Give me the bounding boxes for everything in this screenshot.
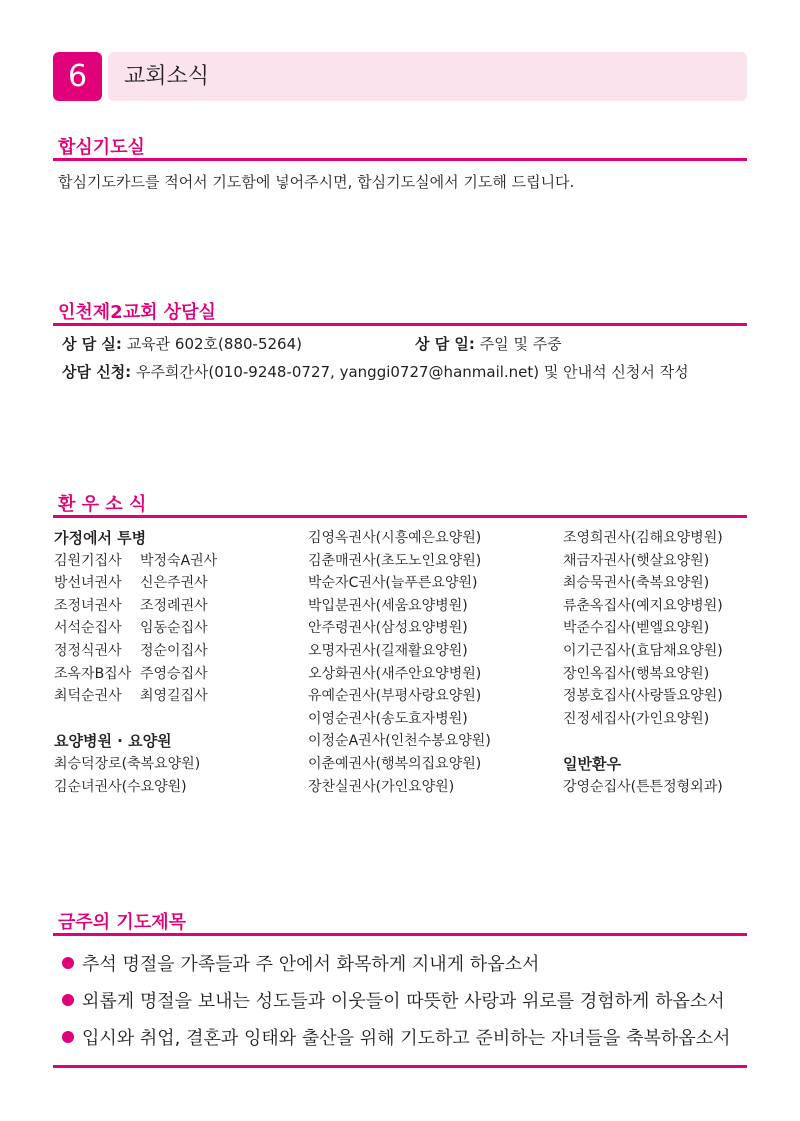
counsel-divider [53,323,747,326]
list-item: 최승덕장로(축복요양원) [54,755,201,772]
bullet-icon [62,994,74,1006]
counsel-apply [62,361,689,382]
patients-divider [53,515,747,518]
patients-title: 환 우 소 식 [58,494,147,515]
counsel-day [415,333,562,354]
section-number: 6 [53,52,102,101]
bullet-icon [62,1031,74,1043]
patients-col-1 [54,527,217,798]
list-item: 안주령권사(삼성요양병원) [308,620,468,637]
prayer-item-text: 외롭게 명절을 보내는 성도들과 이웃들이 따뜻한 사랑과 위로를 경험하게 하옵소서 [82,991,725,1012]
list-item: 채금자권사(햇살요양원) [563,552,710,569]
spacer [563,730,723,753]
patients-col-3 [563,527,723,798]
list-item: 오명자권사(길재활요양원) [308,642,468,659]
page-header [53,52,747,101]
list-item: 김춘매권사(초도노인요양원) [308,552,482,569]
list-item: 정정식권사 정순이집사 [54,642,208,659]
list-item: 이춘예권사(행복의집요양원) [308,755,482,772]
list-item: 김원기집사 박정숙A권사 [54,552,218,569]
prayer-item-text: 입시와 취업, 결혼과 잉태와 출산을 위해 기도하고 준비하는 자녀들을 축복하옵소서 [82,1028,731,1049]
list-item: 최승묵권사(축복요양원) [563,575,710,592]
list-item: 이영순권사(송도효자병원) [308,710,468,727]
counsel-apply-label: 상담 신청: [62,363,132,381]
list-item: 이정순A권사(인천수봉요양원) [308,733,491,750]
list-item: 서석순집사 임동순집사 [54,620,208,637]
list-item: 류춘옥집사(예지요양병원) [563,597,723,614]
list-item: 김영옥권사(시흥예은요양원) [308,530,482,546]
list-item: 장인옥집사(행복요양원) [563,665,710,682]
list-item: 유예순권사(부평사랑요양원) [308,688,482,705]
header-title-bar [108,52,747,101]
hapsim-body: 합심기도카드를 적어서 기도함에 넣어주시면, 합심기도실에서 기도해 드립니다. [58,173,575,191]
counsel-day-value: 주일 및 주중 [474,335,562,353]
counsel-room [62,333,302,354]
list-item: 박입분권사(세움요양병원) [308,597,468,614]
list-item: 최덕순권사 최영길집사 [54,688,208,705]
list-item: 강영순집사(튼튼정형외과) [563,778,723,795]
prayer-item [62,987,725,1013]
list-item: 박준수집사(벧엘요양원) [563,620,710,637]
prayer-divider [53,933,747,936]
bullet-icon [62,957,74,969]
general-heading: 일반환우 [563,754,621,773]
list-item: 조정녀권사 조정례권사 [54,597,208,614]
list-item: 김순녀권사(수요양원) [54,778,187,795]
home-heading: 가정에서 투병 [54,529,147,547]
prayer-title: 금주의 기도제목 [58,912,186,933]
list-item: 장찬실권사(가인요양원) [308,778,455,795]
page-title: 교회소식 [124,64,210,89]
list-item: 방선녀권사 신은주권사 [54,575,208,592]
prayer-item-text: 추석 명절을 가족들과 주 안에서 화목하게 지내게 하옵소서 [82,954,540,975]
bottom-divider [53,1065,747,1068]
list-item: 조옥자B집사 주영승집사 [54,665,208,682]
list-item: 조영희권사(김해요양병원) [563,530,723,546]
list-item: 박순자C권사(늘푸른요양원) [308,575,478,592]
prayer-item [62,950,539,976]
counsel-room-value: 교육관 602호(880-5264) [121,335,302,353]
counsel-room-label: 상 담 실: [62,335,122,353]
hapsim-divider [53,158,747,161]
counsel-apply-value: 우주희간사(010-9248-0727, yanggi0727@hanmail.net) 및 안내석 신청서 작성 [131,363,689,381]
list-item: 이기근집사(효담채요양원) [563,642,723,659]
hapsim-title: 합심기도실 [58,137,145,158]
spacer [54,708,217,731]
prayer-item [62,1024,730,1050]
list-item: 진정세집사(가인요양원) [563,710,710,727]
hospital-heading: 요양병원 · 요양원 [54,732,172,751]
counsel-day-label: 상 담 일: [415,335,475,353]
patients-col-2 [308,527,491,798]
counsel-title: 인천제2교회 상담실 [58,302,216,323]
list-item: 오상화권사(새주안요양병원) [308,665,482,682]
list-item: 정봉호집사(사랑뜰요양원) [563,688,723,705]
